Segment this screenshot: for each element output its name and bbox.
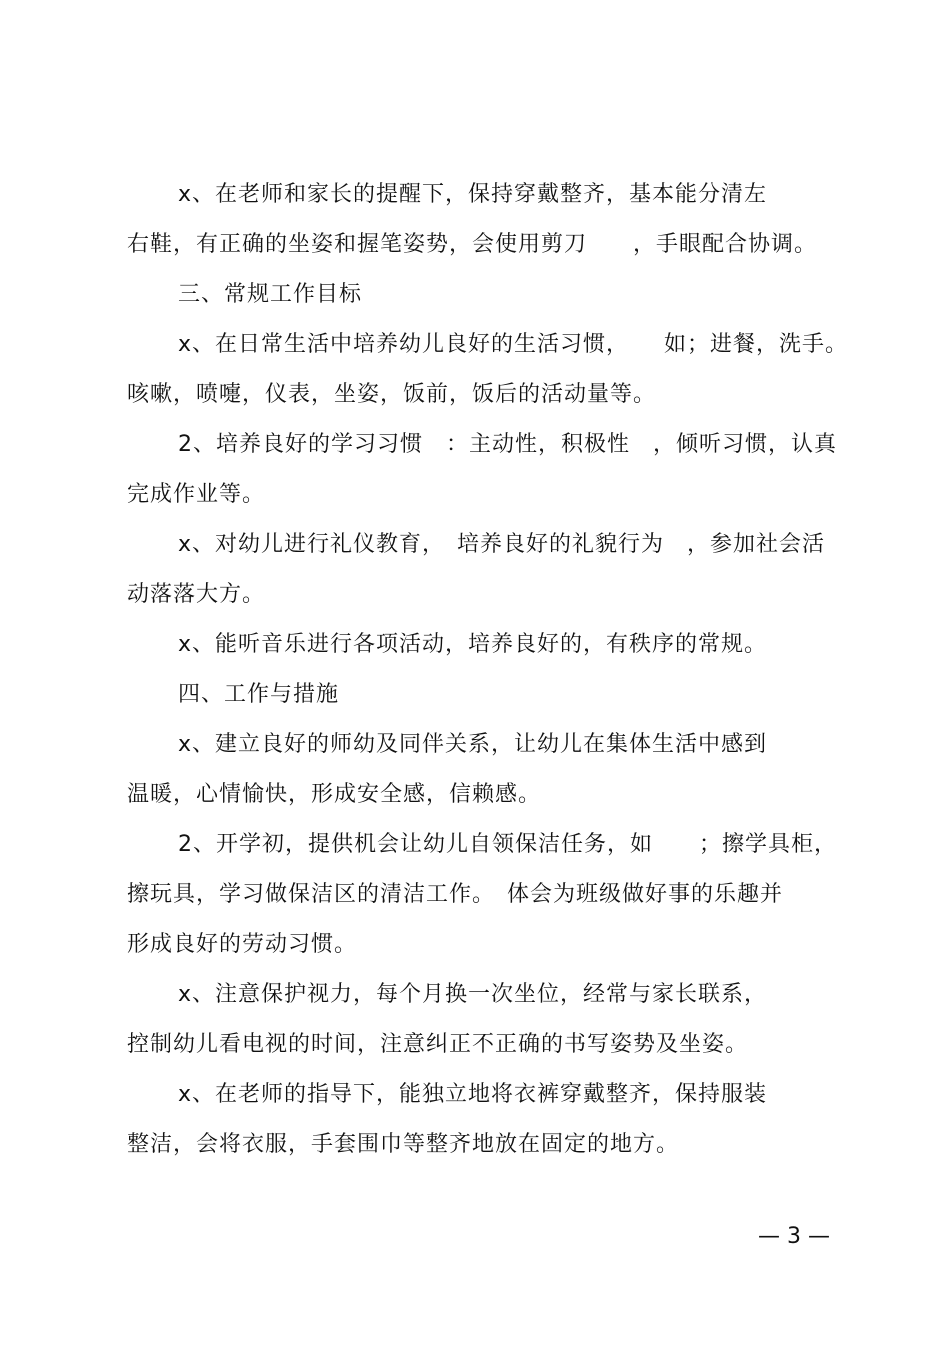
text-line: x、在老师和家长的提醒下，保持穿戴整齐，基本能分清左 bbox=[178, 182, 768, 207]
text-line: x、建立良好的师幼及同伴关系，让幼儿在集体生活中感到 bbox=[178, 732, 768, 757]
text-line: 2、培养良好的学习习惯 ：主动性，积极性 ，倾听习惯，认真 bbox=[178, 432, 837, 457]
text-line: 完成作业等。 bbox=[127, 482, 266, 507]
text-line: x、在日常生活中培养幼儿良好的生活习惯， 如；进餐，洗手。 bbox=[178, 332, 849, 357]
text-line: 2、开学初，提供机会让幼儿自领保洁任务，如 ；擦学具柜， bbox=[178, 832, 837, 857]
text-line: x、对幼儿进行礼仪教育， 培养良好的礼貌行为 ，参加社会活 bbox=[178, 532, 826, 557]
page-number: — 3 — bbox=[758, 1224, 830, 1249]
text-line: 整洁，会将衣服，手套围巾等整齐地放在固定的地方。 bbox=[127, 1132, 680, 1157]
text-line: x、注意保护视力，每个月换一次坐位，经常与家长联系， bbox=[178, 982, 768, 1007]
text-line: 形成良好的劳动习惯。 bbox=[127, 932, 358, 957]
text-line: 咳嗽，喷嚏，仪表，坐姿，饭前，饭后的活动量等。 bbox=[127, 382, 657, 407]
text-line: 控制幼儿看电视的时间，注意纠正不正确的书写姿势及坐姿。 bbox=[127, 1032, 749, 1057]
text-line: 动落落大方。 bbox=[127, 582, 266, 607]
text-line: x、在老师的指导下，能独立地将衣裤穿戴整齐，保持服装 bbox=[178, 1082, 768, 1107]
text-line: x、能听音乐进行各项活动，培养良好的，有秩序的常规。 bbox=[178, 632, 768, 657]
text-line: 温暖，心情愉快，形成安全感，信赖感。 bbox=[127, 782, 542, 807]
section-heading: 三、常规工作目标 bbox=[178, 282, 363, 307]
text-line: 右鞋，有正确的坐姿和握笔姿势，会使用剪刀 ，手眼配合协调。 bbox=[127, 232, 818, 257]
section-heading: 四、工作与措施 bbox=[178, 682, 340, 707]
text-line: 擦玩具，学习做保洁区的清洁工作。 体会为班级做好事的乐趣并 bbox=[127, 882, 784, 907]
